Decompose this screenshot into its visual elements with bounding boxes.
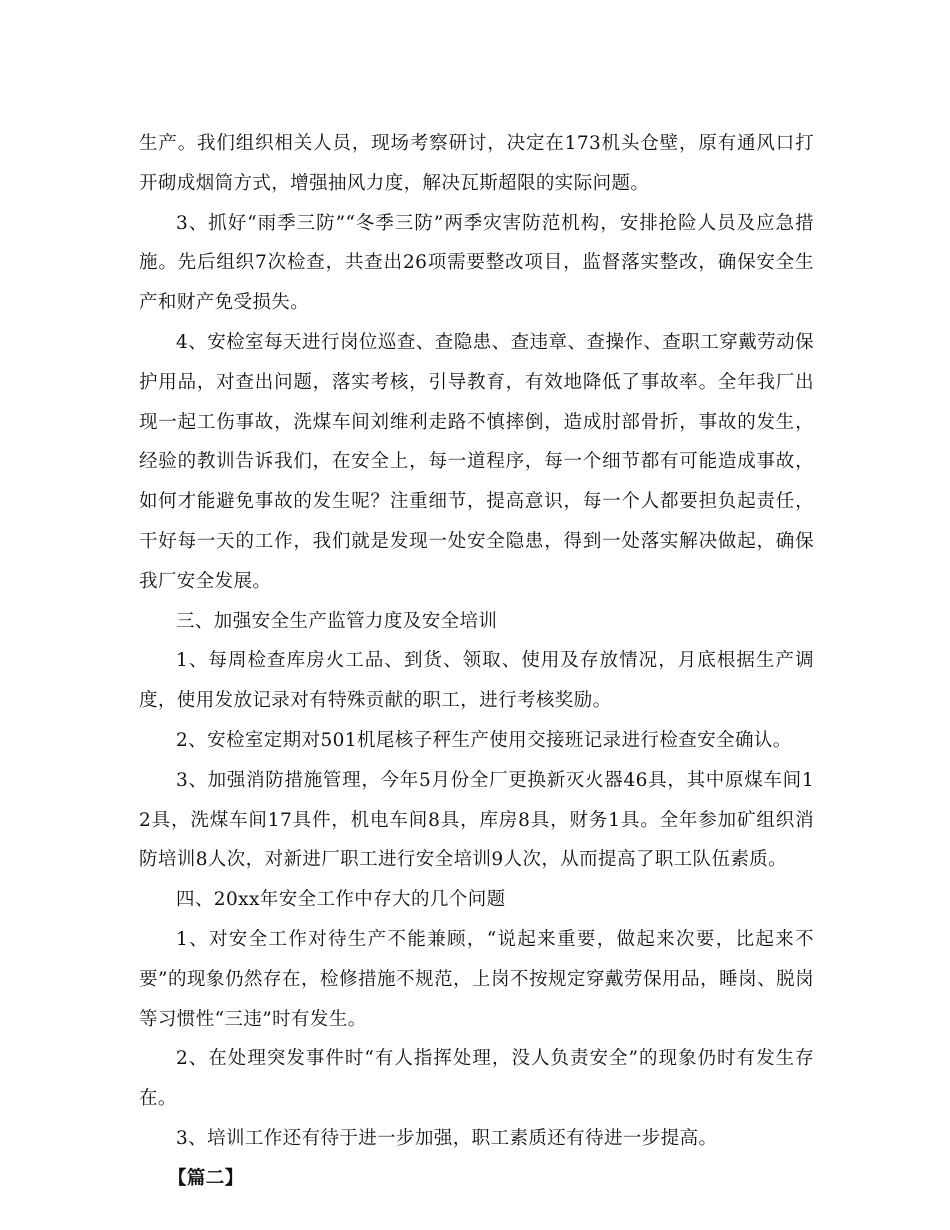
paragraph-problem-1: 1、对安全工作对待生产不能兼顾，“说起来重要，做起来次要，比起来不要”的现象仍然存在，检修措施不规范，上岗不按规定穿戴劳保用品，睡岗、脱岗等习惯性“三违”时有发生。 (139, 928, 814, 1030)
section-heading-4: 四、20xx年安全工作中存大的几个问题 (176, 889, 506, 911)
paragraph-item-2-scale-check: 2、安检室定期对501机尾核子秤生产使用交接班记录进行检查安全确认。 (176, 729, 792, 751)
section-heading-3: 三、加强安全生产监管力度及安全培训 (176, 610, 498, 632)
paragraph-problem-2: 2、在处理突发事件时“有人指挥处理，没人负责安全”的现象仍时有发生存在。 (139, 1048, 814, 1110)
document-body (139, 124, 814, 1199)
paragraph-item-3-fire-safety: 3、加强消防措施管理，今年5月份全厂更换新灭火器46具，其中原煤车间12具，洗煤车间17具件，机电车间8具，库房8具，财务1具。全年参加矿组织消防培训8人次，对新进厂职工进行安全培训9人次，从而提高了职工队伍素质。 (139, 769, 814, 871)
paragraph-item-1-warehouse-check: 1、每周检查库房火工品、到货、领取、使用及存放情况，月底根据生产调度，使用发放记录对有特殊贡献的职工，进行考核奖励。 (139, 650, 814, 712)
paragraph-item-4-daily-inspection: 4、安检室每天进行岗位巡查、查隐患、查违章、查操作、查职工穿戴劳动保护用品，对查出问题，落实考核，引导教育，有效地降低了事故率。全年我厂出现一起工伤事故，洗煤车间刘维利走路不慎摔倒，造成肘部骨折，事故的发生，经验的教训告诉我们，在安全上，每一道程序，每一个细节都有可能造成事故，如何才能避免事故的发生呢？注重细节，提高意识，每一个人都要担负起责任，干好每一天的工作，我们就是发现一处安全隐患，得到一处落实解决做起，确保我厂安全发展。 (139, 331, 814, 592)
paragraph-continuation: 生产。我们组织相关人员，现场考察研讨，决定在173机头仓壁，原有通风口打开砌成烟筒方式，增强抽风力度，解决瓦斯超限的实际问题。 (139, 133, 814, 194)
section-mark-part-two: 【篇二】 (168, 1167, 244, 1189)
paragraph-item-3-seasonal-prevention: 3、抓好“雨季三防”“冬季三防”两季灾害防范机构，安排抢险人员及应急措施。先后组织7次检查，共查出26项需要整改项目，监督落实整改，确保安全生产和财产免受损失。 (139, 212, 814, 314)
paragraph-problem-3: 3、培训工作还有待于进一步加强，职工素质还有待进一步提高。 (176, 1127, 718, 1149)
